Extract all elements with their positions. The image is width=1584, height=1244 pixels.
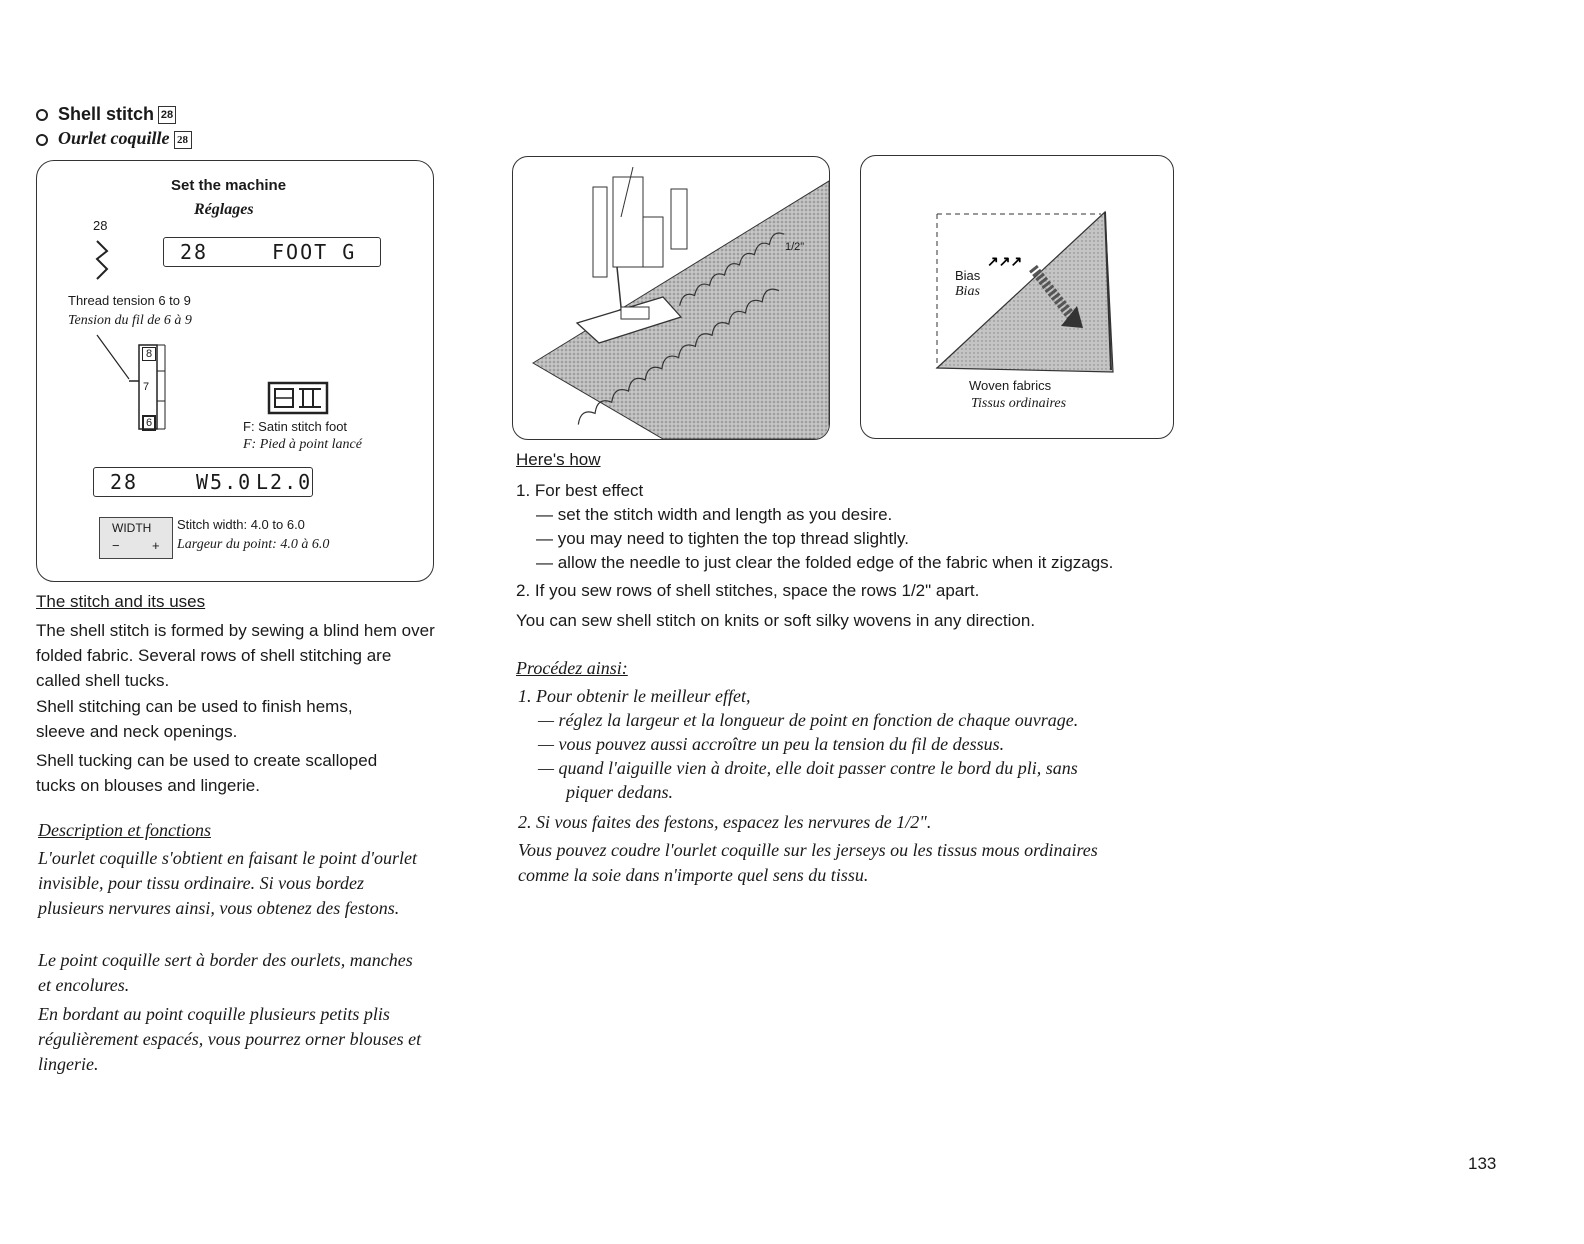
tension-dial-icon — [93, 331, 173, 433]
caption-en: Woven fabrics — [969, 378, 1052, 393]
description-paragraph: En bordant au point coquille plusieurs petits plis régulièrement espacés, vous pourrez orner blouses et lingerie. — [38, 1004, 422, 1074]
howto-fr-sub: — réglez la largeur et la longueur de point en fonction de chaque ouvrage. — [538, 710, 1079, 730]
settings-title-en: Set the machine — [171, 177, 287, 194]
row-spacing-label: 1/2" — [785, 241, 805, 253]
bias-label-fr: Bias — [955, 284, 980, 299]
width-en: Stitch width: 4.0 to 6.0 — [177, 517, 305, 532]
howto-fr-step: 1. Pour obtenir le meilleur effet, — [518, 686, 751, 706]
uses-paragraph: Shell tucking can be used to create scalloped tucks on blouses and lingerie. — [36, 751, 378, 795]
uses-title: The stitch and its uses — [36, 592, 206, 611]
heading-fr: Ourlet coquille 28 — [36, 128, 192, 149]
howto-step: 1. For best effect — [516, 481, 644, 500]
howto-fr-sub: — vous pouvez aussi accroître un peu la tension du fil de dessus. — [538, 734, 1005, 754]
dial-value: 7 — [143, 381, 150, 393]
howto-fr-title: Procédez ainsi: — [516, 658, 628, 678]
dial-value: 6 — [142, 415, 156, 431]
description-paragraph: L'ourlet coquille s'obtient en faisant le point d'ourlet invisible, pour tissu ordinaire. Si vous bordez plusieurs nervures ainsi, vous obtenez des festons. — [38, 848, 418, 918]
stitch-number-badge: 28 — [158, 106, 176, 124]
fabric-shell-stitch-figure — [513, 157, 829, 439]
tension-fr: Tension du fil de 6 à 9 — [68, 313, 192, 328]
description-title: Description et fonctions — [38, 820, 211, 840]
howto-sub: — allow the needle to just clear the folded edge of the fabric when it zigzags. — [536, 553, 1114, 572]
dial-value: 8 — [142, 347, 156, 361]
svg-text:↗↗↗: ↗↗↗ — [987, 253, 1023, 269]
howto-sub: — set the stitch width and length as you desire. — [536, 505, 893, 524]
howto-note: You can sew shell stitch on knits or soft silky wovens in any direction. — [516, 611, 1036, 630]
howto-step: 2. If you sew rows of shell stitches, space the rows 1/2" apart. — [516, 581, 980, 600]
settings-panel — [36, 160, 434, 582]
bias-label-en: Bias — [955, 268, 981, 283]
uses-paragraph: The shell stitch is formed by sewing a blind hem over folded fabric. Several rows of shell stitching are called shell tucks. — [36, 621, 435, 690]
howto-title: Here's how — [516, 450, 601, 469]
pattern-number: 28 — [93, 218, 108, 233]
howto-fr-note: Vous pouvez coudre l'ourlet coquille sur les jerseys ou les tissus mous ordinaires comme la soie dans n'importe quel sens du tissu. — [518, 840, 1098, 885]
uses-paragraph: Shell stitching can be used to finish hems, sleeve and neck openings. — [36, 697, 353, 741]
page-number: 133 — [1468, 1154, 1497, 1173]
lcd-display-1: 28 FOOT G — [163, 237, 381, 267]
lcd-display-2: 28 W5.0 L2.0 — [93, 467, 313, 497]
heading-en: Shell stitch 28 — [36, 104, 176, 125]
bias-illustration — [860, 155, 1174, 439]
howto-sub: — you may need to tighten the top thread slightly. — [536, 529, 909, 548]
description-paragraph: Le point coquille sert à border des ourlets, manches et encolures. — [38, 950, 413, 995]
stitch-pattern-icon — [89, 235, 119, 285]
satin-foot-icon — [267, 379, 331, 417]
sewing-illustration — [512, 156, 830, 440]
foot-fr: F: Pied à point lancé — [243, 437, 362, 452]
tension-en: Thread tension 6 to 9 — [68, 293, 191, 308]
caption-fr: Tissus ordinaires — [971, 396, 1067, 411]
howto-fr-step: 2. Si vous faites des festons, espacez les nervures de 1/2". — [518, 812, 932, 832]
width-fr: Largeur du point: 4.0 à 6.0 — [177, 537, 330, 552]
bullet-icon — [36, 134, 48, 146]
settings-title-fr: Réglages — [194, 201, 254, 218]
stitch-number-badge: 28 — [174, 131, 192, 149]
foot-en: F: Satin stitch foot — [243, 419, 348, 434]
width-button[interactable]: WIDTH − + — [99, 517, 173, 559]
howto-fr-sub: — quand l'aiguille vien à droite, elle doit passer contre le bord du pli, sans — [538, 758, 1078, 778]
bullet-icon — [36, 109, 48, 121]
howto-fr-sub: piquer dedans. — [566, 782, 673, 802]
